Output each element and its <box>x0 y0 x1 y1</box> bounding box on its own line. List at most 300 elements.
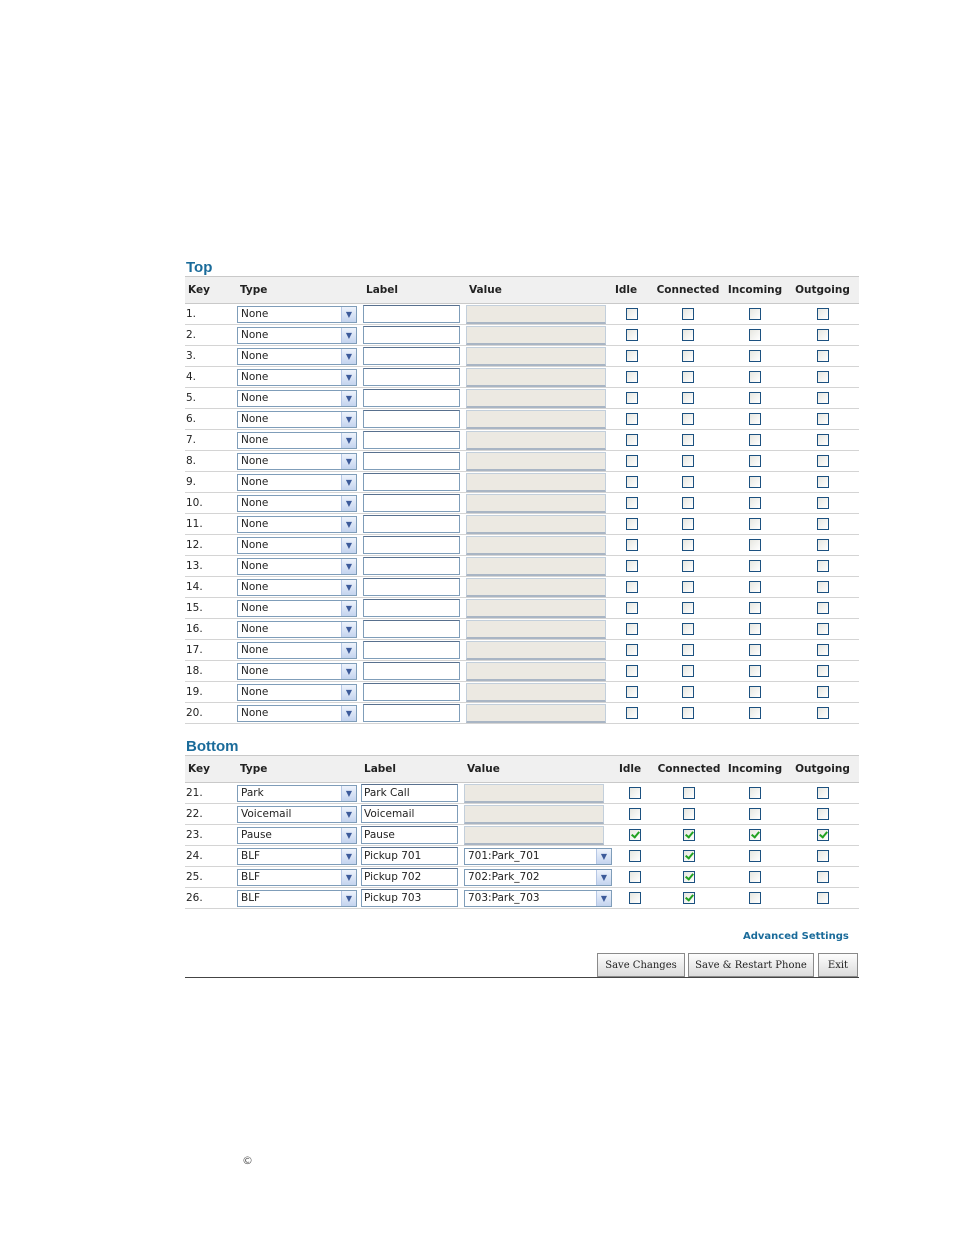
type-select[interactable] <box>237 684 357 701</box>
outgoing-checkbox[interactable] <box>817 644 829 656</box>
connected-checkbox[interactable] <box>682 413 694 425</box>
idle-checkbox[interactable] <box>626 308 638 320</box>
exit-button[interactable]: Exit <box>818 953 858 977</box>
value-input-disabled <box>466 431 606 450</box>
type-select-value: None <box>241 350 269 362</box>
table-row <box>185 783 859 804</box>
table-row <box>185 888 859 909</box>
key-number: 17. <box>185 640 237 661</box>
type-select[interactable] <box>237 327 357 344</box>
type-select[interactable] <box>237 621 357 638</box>
connected-checkbox[interactable] <box>683 892 695 904</box>
type-select[interactable] <box>237 848 357 865</box>
label-input[interactable] <box>363 473 460 491</box>
value-input-disabled <box>466 536 606 555</box>
col-header-idle: Idle <box>616 756 654 783</box>
outgoing-checkbox[interactable] <box>817 665 829 677</box>
key-number: 18. <box>185 661 237 682</box>
connected-checkbox[interactable] <box>682 434 694 446</box>
label-input[interactable]: Pickup 702 <box>361 868 458 886</box>
chevron-down-icon[interactable]: ▼ <box>341 786 356 801</box>
table-row <box>185 867 859 888</box>
outgoing-checkbox[interactable] <box>817 892 829 904</box>
connected-checkbox[interactable] <box>682 476 694 488</box>
connected-checkbox[interactable] <box>682 665 694 677</box>
chevron-down-icon[interactable]: ▼ <box>341 391 356 406</box>
connected-checkbox[interactable] <box>682 560 694 572</box>
top-section-title: Top <box>186 259 213 276</box>
incoming-checkbox[interactable] <box>749 455 761 467</box>
type-select[interactable] <box>237 474 357 491</box>
type-select-value: None <box>241 560 269 572</box>
table-row <box>185 451 859 472</box>
idle-checkbox[interactable] <box>629 892 641 904</box>
chevron-down-icon[interactable]: ▼ <box>341 559 356 574</box>
value-input-disabled <box>466 368 606 387</box>
incoming-checkbox[interactable] <box>749 686 761 698</box>
type-select[interactable] <box>237 432 357 449</box>
col-header-connected: Connected <box>654 756 724 783</box>
incoming-checkbox[interactable] <box>749 808 761 820</box>
value-input-disabled <box>466 662 606 681</box>
connected-checkbox[interactable] <box>683 808 695 820</box>
type-select-value: None <box>241 476 269 488</box>
connected-checkbox[interactable] <box>683 829 695 841</box>
table-row <box>185 703 859 724</box>
chevron-down-icon[interactable]: ▼ <box>341 538 356 553</box>
chevron-down-icon[interactable]: ▼ <box>341 664 356 679</box>
table-row <box>185 598 859 619</box>
idle-checkbox[interactable] <box>626 686 638 698</box>
label-input[interactable] <box>363 368 460 386</box>
connected-checkbox[interactable] <box>682 686 694 698</box>
label-input[interactable] <box>363 704 460 722</box>
type-select[interactable] <box>237 453 357 470</box>
idle-checkbox[interactable] <box>629 829 641 841</box>
idle-checkbox[interactable] <box>626 413 638 425</box>
incoming-checkbox[interactable] <box>749 539 761 551</box>
type-select-value: None <box>241 539 269 551</box>
idle-checkbox[interactable] <box>629 850 641 862</box>
idle-checkbox[interactable] <box>629 871 641 883</box>
outgoing-checkbox[interactable] <box>817 829 829 841</box>
outgoing-checkbox[interactable] <box>817 308 829 320</box>
key-number: 14. <box>185 577 237 598</box>
connected-checkbox[interactable] <box>682 350 694 362</box>
chevron-down-icon[interactable]: ▼ <box>341 643 356 658</box>
idle-checkbox[interactable] <box>626 623 638 635</box>
value-input-disabled <box>464 784 604 803</box>
value-select[interactable] <box>464 869 612 886</box>
value-select[interactable] <box>464 848 612 865</box>
incoming-checkbox[interactable] <box>749 371 761 383</box>
idle-checkbox[interactable] <box>626 434 638 446</box>
type-select-value: None <box>241 497 269 509</box>
chevron-down-icon[interactable]: ▼ <box>341 412 356 427</box>
connected-checkbox[interactable] <box>682 581 694 593</box>
key-number: 7. <box>185 430 237 451</box>
label-input[interactable]: Pickup 701 <box>361 847 458 865</box>
label-input[interactable] <box>363 431 460 449</box>
chevron-down-icon[interactable]: ▼ <box>341 307 356 322</box>
connected-checkbox[interactable] <box>682 329 694 341</box>
key-number: 22. <box>185 804 237 825</box>
col-header-idle: Idle <box>612 277 652 304</box>
value-input-disabled <box>466 620 606 639</box>
idle-checkbox[interactable] <box>626 476 638 488</box>
incoming-checkbox[interactable] <box>749 644 761 656</box>
type-select-value: None <box>241 371 269 383</box>
outgoing-checkbox[interactable] <box>817 455 829 467</box>
outgoing-checkbox[interactable] <box>817 850 829 862</box>
label-input[interactable] <box>363 599 460 617</box>
incoming-checkbox[interactable] <box>749 850 761 862</box>
outgoing-checkbox[interactable] <box>817 497 829 509</box>
chevron-down-icon[interactable]: ▼ <box>341 433 356 448</box>
outgoing-checkbox[interactable] <box>817 413 829 425</box>
idle-checkbox[interactable] <box>626 350 638 362</box>
incoming-checkbox[interactable] <box>749 787 761 799</box>
type-select[interactable] <box>237 600 357 617</box>
outgoing-checkbox[interactable] <box>817 686 829 698</box>
incoming-checkbox[interactable] <box>749 560 761 572</box>
incoming-checkbox[interactable] <box>749 350 761 362</box>
incoming-checkbox[interactable] <box>749 623 761 635</box>
chevron-down-icon[interactable]: ▼ <box>341 370 356 385</box>
outgoing-checkbox[interactable] <box>817 350 829 362</box>
incoming-checkbox[interactable] <box>749 518 761 530</box>
key-number: 23. <box>185 825 237 846</box>
advanced-settings-link[interactable]: Advanced Settings <box>743 931 849 942</box>
value-select-value: 703:Park_703 <box>468 892 540 904</box>
table-header-row <box>185 756 859 783</box>
outgoing-checkbox[interactable] <box>817 581 829 593</box>
chevron-down-icon[interactable]: ▼ <box>341 622 356 637</box>
connected-checkbox[interactable] <box>682 602 694 614</box>
outgoing-checkbox[interactable] <box>817 808 829 820</box>
idle-checkbox[interactable] <box>626 644 638 656</box>
outgoing-checkbox[interactable] <box>817 476 829 488</box>
label-input[interactable] <box>363 536 460 554</box>
table-row <box>185 535 859 556</box>
incoming-checkbox[interactable] <box>749 602 761 614</box>
type-select[interactable] <box>237 827 357 844</box>
outgoing-checkbox[interactable] <box>817 371 829 383</box>
connected-checkbox[interactable] <box>682 308 694 320</box>
label-input[interactable] <box>363 452 460 470</box>
type-select-value: None <box>241 686 269 698</box>
type-select[interactable] <box>237 348 357 365</box>
chevron-down-icon[interactable]: ▼ <box>341 807 356 822</box>
outgoing-checkbox[interactable] <box>817 539 829 551</box>
outgoing-checkbox[interactable] <box>817 707 829 719</box>
label-input[interactable] <box>363 326 460 344</box>
type-select[interactable] <box>237 579 357 596</box>
connected-checkbox[interactable] <box>683 871 695 883</box>
type-select[interactable] <box>237 516 357 533</box>
connected-checkbox[interactable] <box>682 455 694 467</box>
value-input-disabled <box>466 326 606 345</box>
value-input-disabled <box>466 389 606 408</box>
value-input-disabled <box>466 578 606 597</box>
type-select[interactable] <box>237 558 357 575</box>
value-input-disabled <box>464 805 604 824</box>
type-select[interactable] <box>237 869 357 886</box>
connected-checkbox[interactable] <box>682 707 694 719</box>
chevron-down-icon[interactable]: ▼ <box>341 849 356 864</box>
connected-checkbox[interactable] <box>682 497 694 509</box>
table-row <box>185 325 859 346</box>
value-select-value: 702:Park_702 <box>468 871 540 883</box>
label-input[interactable]: Pause <box>361 826 458 844</box>
key-number: 1. <box>185 304 237 325</box>
incoming-checkbox[interactable] <box>749 829 761 841</box>
table-row <box>185 430 859 451</box>
value-input-disabled <box>466 683 606 702</box>
idle-checkbox[interactable] <box>629 787 641 799</box>
table-row <box>185 619 859 640</box>
idle-checkbox[interactable] <box>629 808 641 820</box>
chevron-down-icon[interactable]: ▼ <box>596 870 611 885</box>
type-select-value: Pause <box>241 829 272 841</box>
label-input[interactable]: Pickup 703 <box>361 889 458 907</box>
type-select[interactable] <box>237 537 357 554</box>
incoming-checkbox[interactable] <box>749 707 761 719</box>
incoming-checkbox[interactable] <box>749 497 761 509</box>
connected-checkbox[interactable] <box>683 787 695 799</box>
key-number: 25. <box>185 867 237 888</box>
label-input[interactable] <box>363 557 460 575</box>
label-input[interactable] <box>363 578 460 596</box>
label-input[interactable] <box>363 305 460 323</box>
type-select[interactable] <box>237 495 357 512</box>
type-select[interactable] <box>237 411 357 428</box>
incoming-checkbox[interactable] <box>749 329 761 341</box>
value-input-disabled <box>466 305 606 324</box>
type-select-value: None <box>241 665 269 677</box>
label-input[interactable] <box>363 410 460 428</box>
type-select-value: None <box>241 434 269 446</box>
key-number: 21. <box>185 783 237 804</box>
col-header-incoming: Incoming <box>724 277 786 304</box>
bottom-keys-table <box>185 755 859 909</box>
connected-checkbox[interactable] <box>682 371 694 383</box>
key-number: 6. <box>185 409 237 430</box>
label-input[interactable]: Voicemail <box>361 805 458 823</box>
key-number: 11. <box>185 514 237 535</box>
type-select-value: None <box>241 707 269 719</box>
col-header-value: Value <box>466 277 612 304</box>
key-number: 10. <box>185 493 237 514</box>
table-header-row <box>185 277 859 304</box>
table-row <box>185 825 859 846</box>
type-select[interactable] <box>237 642 357 659</box>
type-select-value: None <box>241 602 269 614</box>
value-input-disabled <box>464 826 604 845</box>
type-select[interactable] <box>237 806 357 823</box>
outgoing-checkbox[interactable] <box>817 871 829 883</box>
chevron-down-icon[interactable]: ▼ <box>341 870 356 885</box>
type-select[interactable] <box>237 785 357 802</box>
type-select[interactable] <box>237 306 357 323</box>
idle-checkbox[interactable] <box>626 455 638 467</box>
col-header-key: Key <box>185 756 237 783</box>
key-number: 26. <box>185 888 237 909</box>
incoming-checkbox[interactable] <box>749 892 761 904</box>
col-header-key: Key <box>185 277 237 304</box>
table-row <box>185 346 859 367</box>
label-input[interactable] <box>363 389 460 407</box>
label-input[interactable] <box>363 494 460 512</box>
type-select-value: None <box>241 644 269 656</box>
save-restart-phone-button[interactable]: Save & Restart Phone <box>688 953 814 977</box>
outgoing-checkbox[interactable] <box>817 623 829 635</box>
table-row <box>185 388 859 409</box>
connected-checkbox[interactable] <box>682 392 694 404</box>
connected-checkbox[interactable] <box>682 644 694 656</box>
outgoing-checkbox[interactable] <box>817 602 829 614</box>
idle-checkbox[interactable] <box>626 329 638 341</box>
incoming-checkbox[interactable] <box>749 392 761 404</box>
table-row <box>185 304 859 325</box>
outgoing-checkbox[interactable] <box>817 518 829 530</box>
chevron-down-icon[interactable]: ▼ <box>341 496 356 511</box>
value-select-value: 701:Park_701 <box>468 850 540 862</box>
key-number: 19. <box>185 682 237 703</box>
connected-checkbox[interactable] <box>682 623 694 635</box>
idle-checkbox[interactable] <box>626 497 638 509</box>
chevron-down-icon[interactable]: ▼ <box>596 849 611 864</box>
table-row <box>185 640 859 661</box>
col-header-type: Type <box>237 756 361 783</box>
value-input-disabled <box>466 557 606 576</box>
idle-checkbox[interactable] <box>626 371 638 383</box>
type-select[interactable] <box>237 890 357 907</box>
chevron-down-icon[interactable]: ▼ <box>341 454 356 469</box>
value-input-disabled <box>466 641 606 660</box>
table-row <box>185 846 859 867</box>
value-input-disabled <box>466 704 606 723</box>
outgoing-checkbox[interactable] <box>817 392 829 404</box>
connected-checkbox[interactable] <box>682 539 694 551</box>
chevron-down-icon[interactable]: ▼ <box>596 891 611 906</box>
save-changes-button[interactable]: Save Changes <box>597 953 685 977</box>
chevron-down-icon[interactable]: ▼ <box>341 891 356 906</box>
label-input[interactable] <box>363 683 460 701</box>
chevron-down-icon[interactable]: ▼ <box>341 349 356 364</box>
key-number: 9. <box>185 472 237 493</box>
col-header-connected: Connected <box>652 277 724 304</box>
table-row <box>185 804 859 825</box>
value-select[interactable] <box>464 890 612 907</box>
incoming-checkbox[interactable] <box>749 871 761 883</box>
chevron-down-icon[interactable]: ▼ <box>341 828 356 843</box>
type-select-value: None <box>241 392 269 404</box>
top-keys-table <box>185 276 859 724</box>
key-number: 20. <box>185 703 237 724</box>
idle-checkbox[interactable] <box>626 602 638 614</box>
chevron-down-icon[interactable]: ▼ <box>341 601 356 616</box>
copyright-notice: © <box>242 1154 253 1167</box>
idle-checkbox[interactable] <box>626 560 638 572</box>
chevron-down-icon[interactable]: ▼ <box>341 685 356 700</box>
type-select-value: None <box>241 413 269 425</box>
value-input-disabled <box>466 515 606 534</box>
col-header-outgoing: Outgoing <box>786 277 859 304</box>
outgoing-checkbox[interactable] <box>817 560 829 572</box>
idle-checkbox[interactable] <box>626 539 638 551</box>
incoming-checkbox[interactable] <box>749 476 761 488</box>
idle-checkbox[interactable] <box>626 707 638 719</box>
label-input[interactable] <box>363 662 460 680</box>
incoming-checkbox[interactable] <box>749 308 761 320</box>
type-select-value: BLF <box>241 850 261 862</box>
outgoing-checkbox[interactable] <box>817 329 829 341</box>
chevron-down-icon[interactable]: ▼ <box>341 328 356 343</box>
label-input[interactable] <box>363 620 460 638</box>
value-input-disabled <box>466 410 606 429</box>
label-input[interactable] <box>363 515 460 533</box>
col-header-incoming: Incoming <box>724 756 786 783</box>
type-select[interactable] <box>237 705 357 722</box>
chevron-down-icon[interactable]: ▼ <box>341 517 356 532</box>
chevron-down-icon[interactable]: ▼ <box>341 580 356 595</box>
value-input-disabled <box>466 599 606 618</box>
col-header-label: Label <box>363 277 466 304</box>
key-number: 5. <box>185 388 237 409</box>
connected-checkbox[interactable] <box>682 518 694 530</box>
col-header-value: Value <box>464 756 616 783</box>
chevron-down-icon[interactable]: ▼ <box>341 475 356 490</box>
key-number: 3. <box>185 346 237 367</box>
outgoing-checkbox[interactable] <box>817 434 829 446</box>
type-select[interactable] <box>237 663 357 680</box>
type-select-value: None <box>241 623 269 635</box>
label-input[interactable]: Park Call <box>361 784 458 802</box>
type-select[interactable] <box>237 390 357 407</box>
type-select-value: None <box>241 308 269 320</box>
incoming-checkbox[interactable] <box>749 434 761 446</box>
idle-checkbox[interactable] <box>626 581 638 593</box>
idle-checkbox[interactable] <box>626 665 638 677</box>
incoming-checkbox[interactable] <box>749 581 761 593</box>
value-input-disabled <box>466 494 606 513</box>
incoming-checkbox[interactable] <box>749 413 761 425</box>
connected-checkbox[interactable] <box>683 850 695 862</box>
type-select-value: None <box>241 518 269 530</box>
label-input[interactable] <box>363 347 460 365</box>
chevron-down-icon[interactable]: ▼ <box>341 706 356 721</box>
type-select-value: None <box>241 455 269 467</box>
incoming-checkbox[interactable] <box>749 665 761 677</box>
type-select-value: None <box>241 581 269 593</box>
outgoing-checkbox[interactable] <box>817 787 829 799</box>
table-row <box>185 556 859 577</box>
idle-checkbox[interactable] <box>626 392 638 404</box>
table-row <box>185 493 859 514</box>
type-select[interactable] <box>237 369 357 386</box>
table-row <box>185 577 859 598</box>
col-header-label: Label <box>361 756 464 783</box>
col-header-outgoing: Outgoing <box>786 756 859 783</box>
key-number: 24. <box>185 846 237 867</box>
label-input[interactable] <box>363 641 460 659</box>
key-number: 13. <box>185 556 237 577</box>
table-row <box>185 514 859 535</box>
table-row <box>185 367 859 388</box>
idle-checkbox[interactable] <box>626 518 638 530</box>
table-row <box>185 409 859 430</box>
